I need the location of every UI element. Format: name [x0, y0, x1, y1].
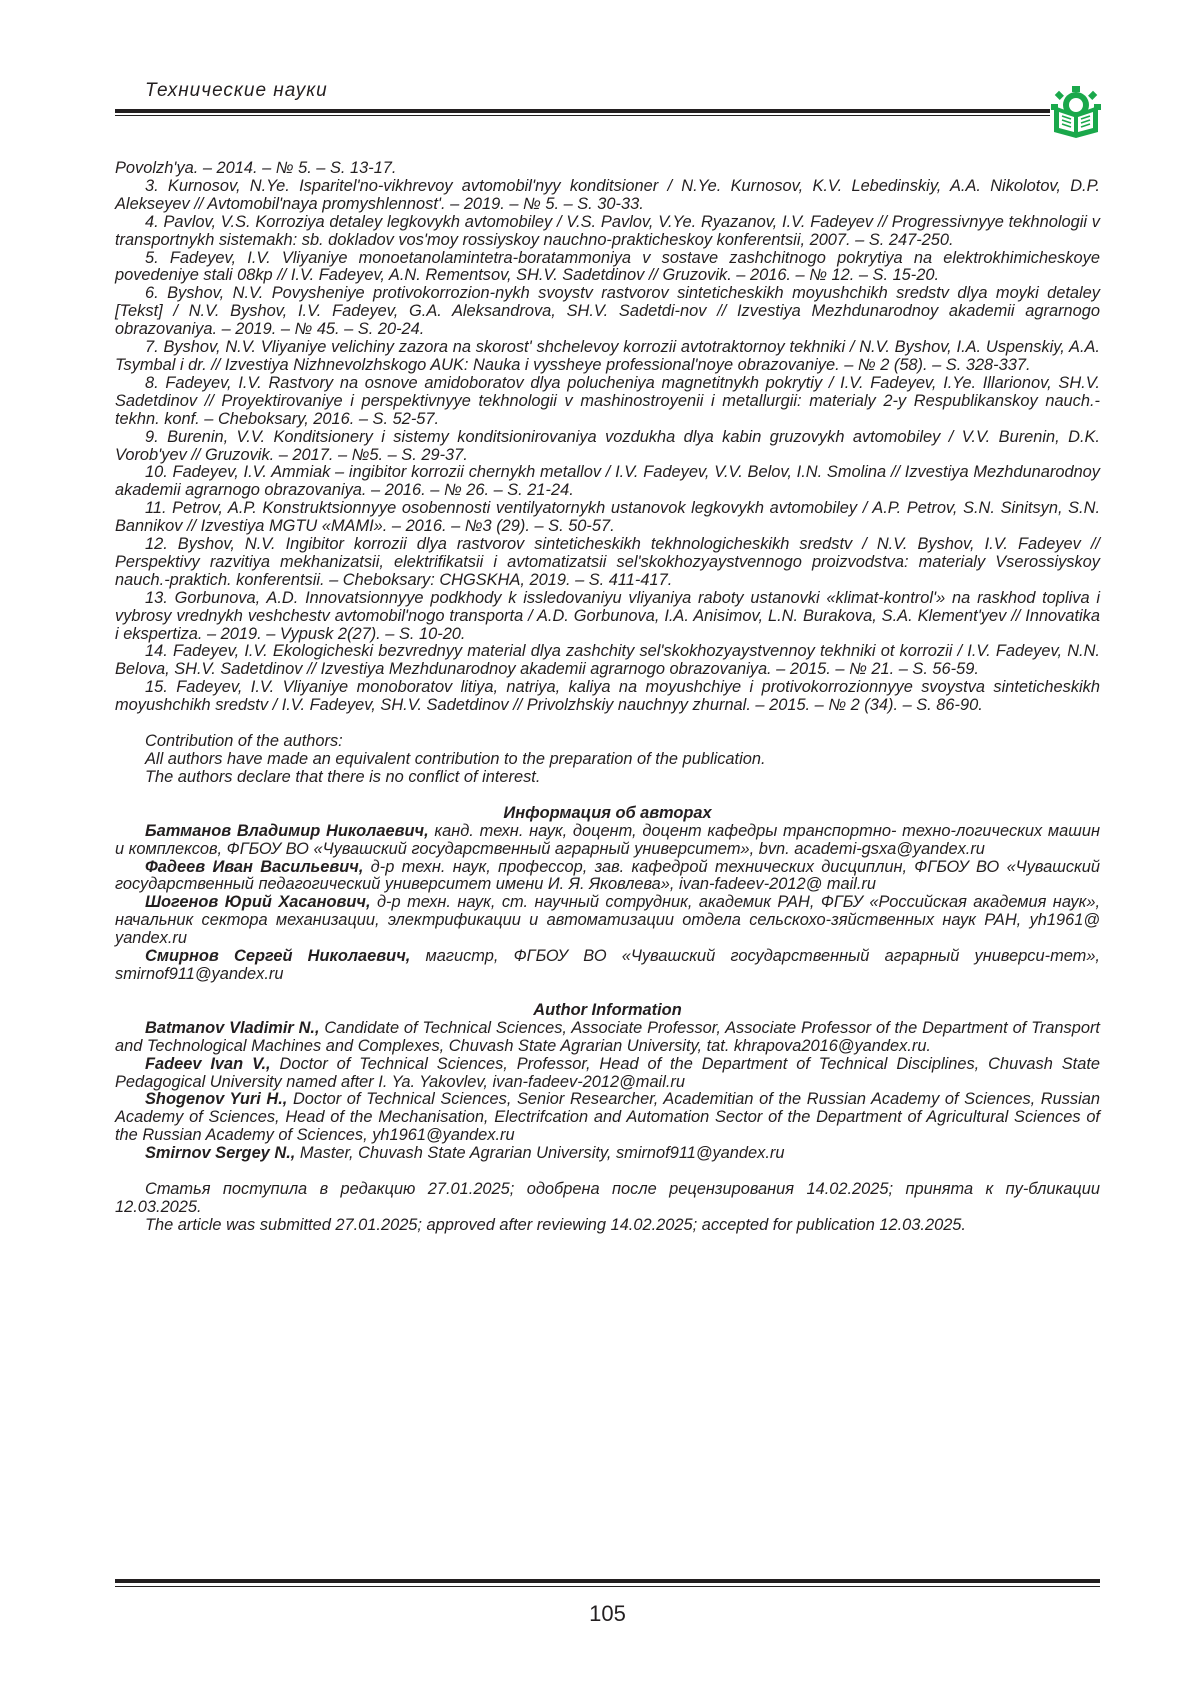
author-details: д-р техн. наук, ст. научный сотрудник, академик РАН, ФГБУ «Российская академия наук», начальник сектора механизации, электрификации и автоматизации отдела сельскохо-зяйственных наук РАН, yh1961@ yandex.ru	[115, 893, 1100, 948]
reference-item: 5. Fadeyev, I.V. Vliyaniye monoetanolamintetra-boratammoniya v sostave zashchitnogo pokrytiya na elektrokhimicheskoye povedeniye stali 08kp // I.V. Fadeyev, A.N. Rementsov, SH.V. Sadetdinov // Gruzovik. – 2016. – № 12. – S. 15-20.	[115, 248, 1100, 285]
author-name: Batmanov Vladimir N.,	[145, 1018, 320, 1037]
reference-item: 3. Kurnosov, N.Ye. Isparitel'no-vikhrevoy avtomobil'nyy konditsioner / N.Ye. Kurnosov, K.V. Lebedinskiy, A.A. Nikolotov, D.P. Alekseyev // Avtomobil'naya promyshlennost'. – 2019. – № 5. – S. 30-33.	[115, 176, 1100, 213]
contribution-text: All authors have made an equivalent contribution to the preparation of the publication.	[145, 750, 766, 768]
author-entry	[115, 1056, 1100, 1092]
reference-item: 15. Fadeyev, I.V. Vliyaniye monoboratov litiya, natriya, kaliya na moyushchiye i protivokorrozionnyye svoystva sinteticheskikh moyushchikh sredstv / I.V. Fadeyev, SH.V. Sadetdinov // Privolzhskiy nauchnyy zhurnal. – 2015. – № 2 (34). – S. 86-90.	[115, 678, 1100, 715]
section-title: Технические науки	[145, 80, 328, 101]
authors-en-section	[115, 1002, 1100, 1163]
author-name: Smirnov Sergey N.,	[145, 1144, 296, 1163]
author-name: Фадеев Иван Васильевич,	[145, 857, 364, 876]
author-entry	[115, 1020, 1100, 1056]
author-name: Смирнов Сергей Николаевич,	[145, 947, 411, 966]
author-name: Fadeev Ivan V.,	[145, 1054, 271, 1073]
reference-item: 6. Byshov, N.V. Povysheniye protivokorrozion-nykh svoystv rastvorov sinteticheskikh moyushchikh sredstv dlya moyki detaley [Tekst] / N.V. Byshov, I.V. Fadeyev, G.A. Aleksandrova, SH.V. Sadetdi-nov // Izvestiya Mezhdunarodnoy akademii agrarnogo obrazovaniya. – 2019. – № 45. – S. 20-24.	[115, 284, 1100, 339]
author-entry	[115, 1145, 1100, 1163]
open-book-gear-icon	[1050, 84, 1102, 138]
author-details: канд. техн. наук, доцент, доцент кафедры транспортно- техно-логических машин и комплексов, ФГБОУ ВО «Чувашский государственный аграрный университет», bvn. academi-gsxa@yandex.ru	[115, 821, 1100, 858]
authors-en-heading: Author Information	[533, 1000, 682, 1019]
reference-item: 4. Pavlov, V.S. Korroziya detaley legkovykh avtomobiley / V.S. Pavlov, V.Ye. Ryazanov, I.V. Fadeyev // Progressivnyye tekhnologii v transportnykh sistemakh: sb. dokladov vos'moy rossiyskoy nauchno-prakticheskoy konferentsii, 2007. – S. 247-250.	[115, 212, 1100, 249]
page-header	[115, 80, 1100, 140]
footer-rule-thin	[115, 1586, 1100, 1587]
reference-item: 13. Gorbunova, A.D. Innovatsionnyye podkhody k issledovaniyu vliyaniya raboty ustanovki «klimat-kontrol'» na raskhod topliva i vybrosy vrednykh veshchestv avtomobil'nogo transporta / A.D. Gorbunova, I.A. Anisimov, L.N. Burakova, S.A. Klement'yev // Innovatika i ekspertiza. – 2019. – Vypusk 2(27). – S. 10-20.	[115, 588, 1100, 643]
author-details: магистр, ФГБОУ ВО «Чувашский государственный аграрный универси-тет», smirnof911@yandex.ru	[115, 947, 1100, 983]
conflict-statement: The authors declare that there is no conflict of interest.	[145, 767, 541, 786]
reference-item: 14. Fadeyev, I.V. Ekologicheski bezvrednyy material dlya zashchity sel'skokhozyaystvennoy tekhniki ot korrozii / I.V. Fadeyev, N.N. Belova, SH.V. Sadetdinov // Izvestiya Mezhdunarodnoy akademii agrarnogo obrazovaniya. – 2015. – № 21. – S. 56-59.	[115, 642, 1100, 679]
author-details: Candidate of Technical Sciences, Associate Professor, Associate Professor of the Department of Transport and Technological Machines and Complexes, Chuvash State Agrarian University, tat. khrapova2016@yandex.ru.	[115, 1018, 1100, 1055]
authors-ru-heading: Информация об авторах	[503, 803, 712, 822]
reference-item: 7. Byshov, N.V. Vliyaniye velichiny zazora na skorost' shchelevoy korrozii avtotraktornoy tekhniki / N.V. Byshov, I.A. Uspenskiy, A.A. Tsymbal i dr. // Izvestiya Nizhnevolzhskogo AUK: Nauka i vyssheye professional'noye obrazovaniye. – № 2 (58). – S. 328-337.	[115, 338, 1100, 374]
reference-list	[115, 160, 1100, 715]
author-name: Батманов Владимир Николаевич,	[145, 821, 429, 840]
page-content	[115, 160, 1100, 1235]
author-name: Shogenov Yuri H.,	[145, 1090, 288, 1109]
author-entry	[115, 948, 1100, 984]
contribution-heading: Contribution of the authors:	[145, 732, 343, 751]
reference-item: Povolzh'ya. – 2014. – № 5. – S. 13-17.	[115, 159, 397, 177]
author-details: Master, Chuvash State Agrarian University, smirnof911@yandex.ru	[295, 1144, 785, 1163]
reference-item: 9. Burenin, V.V. Konditsionery i sistemy konditsionirovaniya vozdukha dlya kabin gruzovykh avtomobiley / V.V. Burenin, D.K. Vorob'yev // Gruzovik. – 2017. – №5. – S. 29-37.	[115, 427, 1100, 464]
header-rule-thin	[115, 115, 1050, 116]
page-number: 105	[589, 1601, 626, 1626]
reference-item: 11. Petrov, A.P. Konstruktsionnyye osobennosti ventilyatornykh ustanovok legkovykh avtomobiley / A.P. Petrov, S.N. Sinitsyn, S.N. Bannikov // Izvestiya MGTU «MAMI». – 2016. – №3 (29). – S. 50-57.	[115, 499, 1100, 536]
article-dates-ru: Статья поступила в редакцию 27.01.2025; одобрена после рецензирования 14.02.2025; принята к пу-бликации 12.03.2025.	[115, 1180, 1100, 1216]
reference-item: 8. Fadeyev, I.V. Rastvory na osnove amidoboratov dlya polucheniya magnetitnykh pokrytiy / I.V. Fadeyev, I.Ye. Illarionov, SH.V. Sadetdinov // Proyektirovaniye i perspektivnyye tekhnologii v mashinostroyenii i metallurgii: materialy 2-y Respublikanskoy nauch.-tekhn. konf. – Cheboksary, 2016. – S. 52-57.	[115, 373, 1100, 428]
reference-item: 12. Byshov, N.V. Ingibitor korrozii dlya rastvorov sinteticheskikh tekhnologicheskikh sredstv / N.V. Byshov, I.V. Fadeyev // Perspektivy razvitiya mekhanizatsii, elektrifikatsii i avtomatizatsii sel'skokhozyaystvennogo proizvodstva: materialy Vserossiyskoy nauch.-praktich. konferentsii. – Cheboksary: CHGSKHA, 2019. – S. 411-417.	[115, 535, 1100, 589]
header-rule	[115, 109, 1050, 113]
contribution-section	[115, 733, 1100, 787]
author-details: Doctor of Technical Sciences, Senior Researcher, Academitian of the Russian Academy of Sciences, Russian Academy of Sciences, Head of the Mechanisation, Electrifcation and Automation Sector of the Department of Agricultural Sciences of the Russian Academy of Sciences, yh1961@yandex.ru	[115, 1090, 1101, 1145]
author-details: д-р техн. наук, профессор, зав. кафедрой технических дисциплин, ФГБОУ ВО «Чувашский государственный педагогический университет имени И. Я. Яковлева», ivan-fadeev-2012@ mail.ru	[115, 857, 1101, 894]
article-dates-en: The article was submitted 27.01.2025; approved after reviewing 14.02.2025; accepted for publication 12.03.2025.	[145, 1215, 966, 1234]
reference-item: 10. Fadeyev, I.V. Ammiak – ingibitor korrozii chernykh metallov / I.V. Fadeyev, V.V. Belov, I.N. Smolina // Izvestiya Mezhdunarodnoy akademii agrarnogo obrazovaniya. – 2016. – № 26. – S. 21-24.	[115, 463, 1100, 500]
author-name: Шогенов Юрий Хасанович,	[145, 893, 371, 912]
author-entry	[115, 1091, 1100, 1145]
author-entry	[115, 823, 1100, 859]
author-entry	[115, 859, 1100, 895]
footer-rule	[115, 1579, 1100, 1583]
author-entry	[115, 894, 1100, 948]
author-details: Doctor of Technical Sciences, Professor, Head of the Department of Technical Disciplines, Chuvash State Pedagogical University named after I. Ya. Yakovlev, ivan-fadeev-2012@mail.ru	[115, 1054, 1100, 1091]
article-dates	[115, 1181, 1100, 1235]
authors-ru-section	[115, 805, 1100, 984]
